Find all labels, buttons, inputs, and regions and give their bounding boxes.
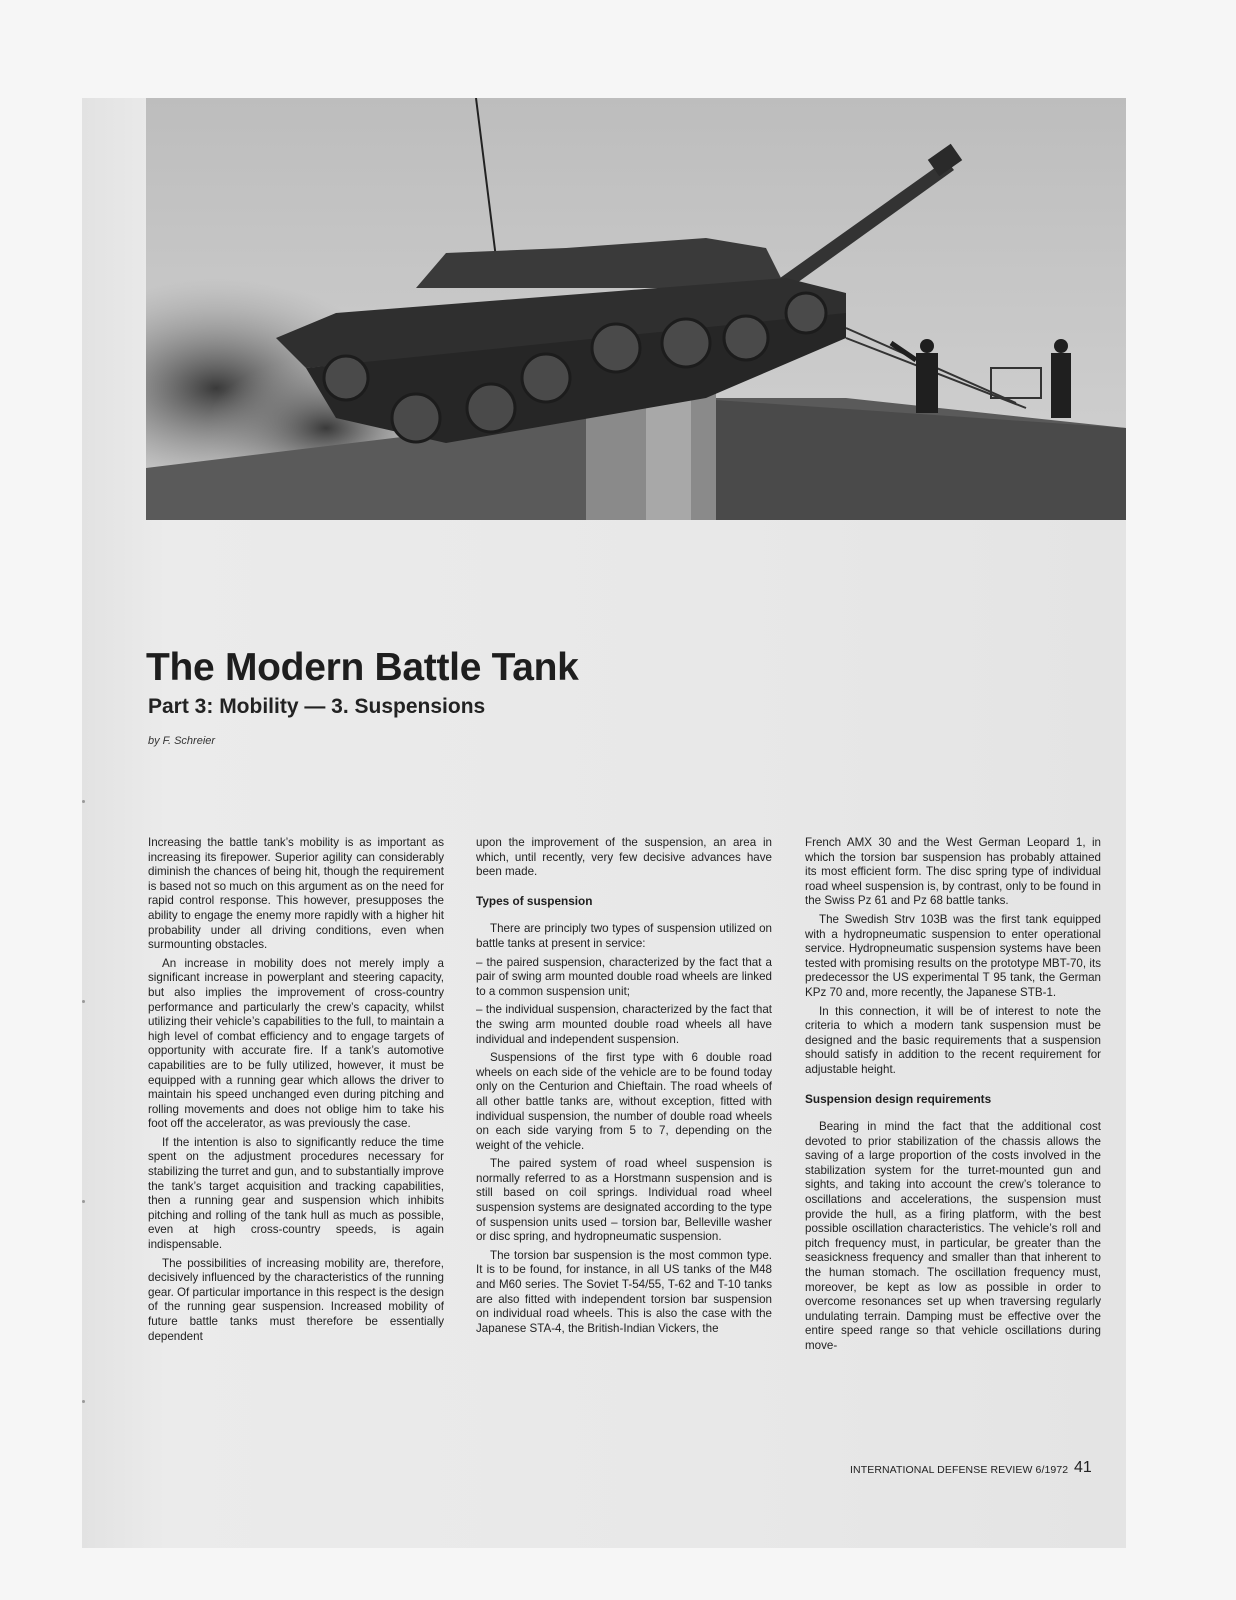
- section-heading: Types of suspension: [476, 893, 593, 908]
- body-paragraph: The torsion bar suspension is the most common type. It is to be found, for instance, in all US tanks of the M48 and M60 series. The Soviet T-54/55, T-62 and T-10 tanks are also fitted with independent torsion bar suspension on individual road wheels. This is also the case with the Japanese STA-4, the British-Indian Vickers, the: [476, 1248, 772, 1335]
- body-paragraph: The Swedish Strv 103B was the first tank equipped with a hydropneumatic suspension to enter operational service. Hydropneumatic suspension systems have been tested with promising results on the prototype MBT-70, its predecessor the US experimental T 95 tank, the German KPz 70 and, more recently, the Japanese STB-1.: [805, 912, 1101, 999]
- article-title: The Modern Battle Tank: [146, 646, 579, 689]
- tank-photo: [146, 98, 1126, 520]
- binding-hole-dot: [82, 1400, 85, 1403]
- author-byline: by F. Schreier: [148, 735, 216, 747]
- body-paragraph: Suspensions of the first type with 6 double road wheels on each side of the vehicle are to be found today only on the Centurion and Chieftain. The road wheels of all other battle tanks are, without exception, fitted with individual suspension, the number of double road wheels on each side varying from 5 to 7, depending on the weight of the vehicle.: [476, 1051, 772, 1152]
- body-paragraph: There are principly two types of suspension utilized on battle tanks at present in service:: [476, 922, 772, 950]
- body-paragraph: upon the improvement of the suspension, an area in which, until recently, very few decisive advances have been made.: [476, 836, 772, 879]
- body-paragraph: In this connection, it will be of interest to note the criteria to which a modern tank suspension must be designed and the basic requirements that a suspension should satisfy in addition to the recent requirement for adjustable height.: [805, 1004, 1101, 1076]
- body-paragraph: If the intention is also to significantly reduce the time spent on the adjustment procedures necessary for stabilizing the turret and gun, and to substantially improve the tank’s target acquisition and tracking capabilities, then a running gear and suspension which inhibits pitching and rolling of the tank hull as much as possible, even at high cross-country speeds, is again indispensable.: [148, 1135, 444, 1252]
- article-subtitle: Part 3: Mobility — 3. Suspensions: [148, 695, 486, 718]
- section-heading: Suspension design requirements: [805, 1091, 992, 1106]
- body-paragraph: Increasing the battle tank’s mobility is as important as increasing its firepower. Superior agility can considerably diminish the chances of being hit, though the requirement is based not so much on this argument as on the need for rapid control response. This however, presupposes the ability to engage the enemy more rapidly with a higher hit probability under all driving conditions, even when surmounting obstacles.: [148, 836, 444, 952]
- body-paragraph: – the paired suspension, characterized by the fact that a pair of swing arm mounted double road wheels are linked to a common suspension unit;: [476, 955, 772, 998]
- page-number: 41: [1074, 1459, 1092, 1476]
- body-paragraph: The possibilities of increasing mobility are, therefore, decisively influenced by the characteristics of the running gear. Of particular importance in this respect is the design of the running gear suspension. Increased mobility of future battle tanks must therefore be essentially dependent: [148, 1256, 444, 1343]
- text-column-1: [148, 836, 444, 1348]
- publication-footer: INTERNATIONAL DEFENSE REVIEW 6/1972: [850, 1464, 1069, 1476]
- text-column-3: [805, 836, 1101, 1358]
- binding-hole-dot: [82, 1200, 85, 1203]
- body-paragraph: An increase in mobility does not merely imply a significant increase in powerplant and steering capacity, but also implies the improvement of cross-country performance and particularly the crew’s capacity, whilst utilizing their vehicle’s capabilities to the full, to maintain a high level of combat efficiency and to engage targets of opportunity with accurate fire. If a tank’s automotive capabilities are to be fully utilized, however, it must be equipped with a running gear which allows the driver to maintain his speed unchanged even during pitching and rolling movements and does not oblige him to take his foot off the accelerator, as was previously the case.: [148, 956, 444, 1131]
- body-paragraph: French AMX 30 and the West German Leopard 1, in which the torsion bar suspension has probably attained its most efficient form. The disc spring type of individual road wheel suspension is, by contrast, only to be found in the Swiss Pz 61 and Pz 68 battle tanks.: [805, 836, 1101, 908]
- tank-photo-illustration: [146, 98, 1126, 520]
- binding-hole-dot: [82, 1000, 85, 1003]
- body-paragraph: The paired system of road wheel suspension is normally referred to as a Horstmann suspension and is still based on coil springs. Individual road wheel suspension systems are designated according to the type of suspension units used – torsion bar, Belleville washer or disc spring, and hydropneumatic suspension.: [476, 1157, 772, 1244]
- body-paragraph: Bearing in mind the fact that the additional cost devoted to prior stabilization of the chassis allows the saving of a large proportion of the costs involved in the stabilization system for the turret-mounted gun and sights, and taking into account the crew’s tolerance to oscillations and accelerations, the suspension must provide the hull, as a firing platform, with the best possible oscillation characteristics. The vehicle’s roll and pitch frequency must, in particular, be greater than the seasickness frequency and smaller than that inherent to the human stomach. The oscillation frequency must, moreover, be kept as low as possible in order to overcome resonances set up when traversing regularly undulating terrain. Damping must be effective over the entire speed range so that vehicle oscillations during move-: [805, 1120, 1101, 1352]
- body-paragraph: – the individual suspension, characterized by the fact that the swing arm mounted double road wheels all have individual and independent suspension.: [476, 1003, 772, 1046]
- binding-hole-dot: [82, 800, 85, 803]
- text-column-2: [476, 836, 772, 1340]
